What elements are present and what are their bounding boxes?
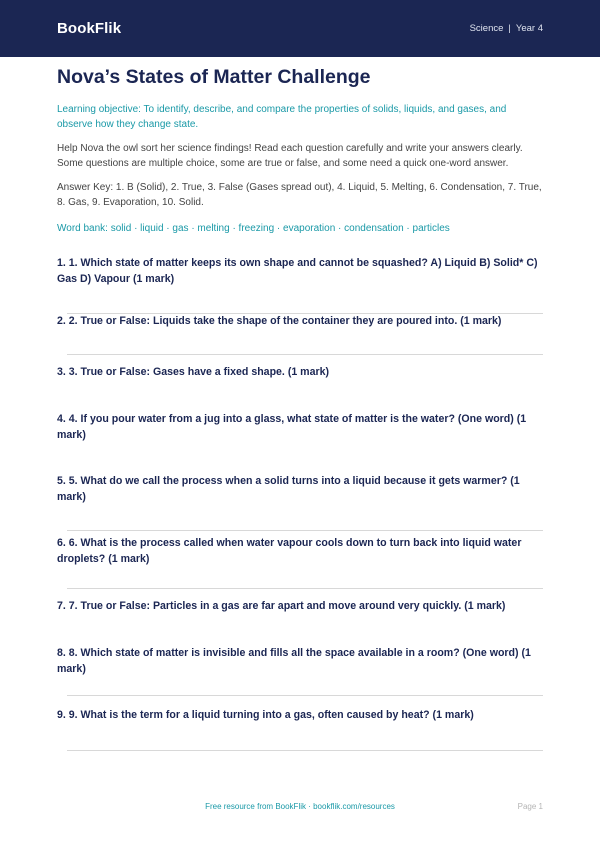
intro-paragraph: Help Nova the owl sort her science findings! Read each question carefully and write your answers clearly. Some questions are multiple choice, some are true or false, and some need a quick one-word answer. (57, 143, 523, 169)
question-text: 7. 7. True or False: Particles in a gas are far apart and move around very quickly. (1 mark) (57, 600, 506, 613)
answer-line[interactable] (67, 530, 543, 531)
header-bar (0, 0, 600, 57)
question-list (57, 256, 543, 758)
question-item (57, 536, 543, 599)
question-text: 9. 9. What is the term for a liquid turning into a gas, often caused by heat? (1 mark) (57, 709, 474, 722)
answer-line[interactable] (67, 695, 543, 696)
question-text: 3. 3. True or False: Gases have a fixed shape. (1 mark) (57, 366, 330, 379)
answer-line[interactable] (67, 354, 543, 355)
question-item (57, 256, 543, 314)
brand-logo[interactable]: BookFlik (57, 20, 122, 37)
question-item (57, 474, 543, 536)
page-title: Nova’s States of Matter Challenge (57, 66, 371, 88)
year-label: Year 4 (515, 23, 543, 34)
meta-separator: | (508, 23, 511, 34)
question-text: 6. 6. What is the process called when water vapour cools down to turn back into liquid water droplets? (1 mark) (57, 537, 522, 565)
subject-label: Science (469, 23, 504, 34)
question-item (57, 646, 543, 708)
question-item (57, 365, 543, 412)
answer-line[interactable] (67, 588, 543, 589)
answer-key: Answer Key: 1. B (Solid), 2. True, 3. False (Gases spread out), 4. Liquid, 5. Melting, 6. Condensation, 7. True, 8. Gas, 9. Evaporation, 10. Solid. (57, 182, 542, 208)
question-item (57, 708, 543, 758)
question-item (57, 412, 543, 474)
question-text: 5. 5. What do we call the process when a solid turns into a liquid because it gets warmer? (1 mark) (57, 475, 520, 503)
question-text: 8. 8. Which state of matter is invisible and fills all the space available in a room? (One word) (1 mark) (57, 647, 531, 675)
worksheet-content (0, 57, 600, 758)
question-item (57, 314, 543, 365)
question-item (57, 599, 543, 646)
header-meta (470, 23, 543, 34)
question-text: 2. 2. True or False: Liquids take the shape of the container they are poured into. (1 mark) (57, 315, 502, 328)
page-number: Page 1 (517, 802, 543, 811)
word-bank: Word bank: solid · liquid · gas · melting · freezing · evaporation · condensation · particles (57, 223, 450, 235)
question-text: 4. 4. If you pour water from a jug into a glass, what state of matter is the water? (One word) (1 mark) (57, 413, 527, 441)
answer-line[interactable] (67, 750, 543, 751)
footer-source[interactable]: Free resource from BookFlik · bookflik.com/resources (205, 802, 395, 811)
question-text: 1. 1. Which state of matter keeps its own shape and cannot be squashed? A) Liquid B) Solid* C) Gas D) Vapour (1 mark) (57, 257, 538, 285)
learning-objective: Learning objective: To identify, describe, and compare the properties of solids, liquids, and gases, and observe how they change state. (57, 104, 507, 130)
